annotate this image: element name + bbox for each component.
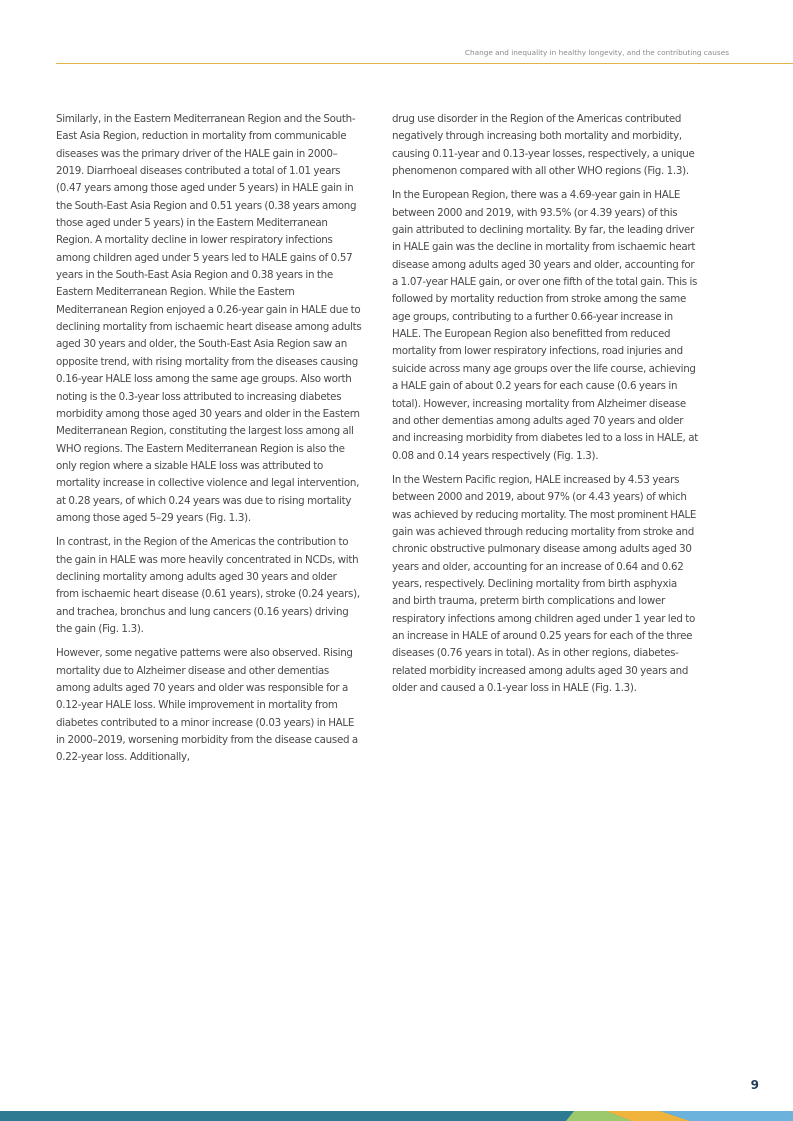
paragraph: Similarly, in the Eastern Mediterranean Region and the South-East Asia Region, reduction in mortality from communicable diseases was the primary driver of the HALE gain in 2000–2019. Diarrhoeal diseases contributed a total of 1.01 years (0.47 years among those aged under 5 years) in HALE gain in the South-East Asia Region and 0.51 years (0.38 years among those aged under 5 years) in the Eastern Mediterranean Region. A mortality decline in lower respiratory infections among children aged under 5 years led to HALE gains of 0.57 years in the South-East Asia Region and 0.38 years in the Eastern Mediterranean Region. While the Eastern Mediterranean Region enjoyed a 0.26-year gain in HALE due to declining mortality from ischaemic heart disease among adults aged 30 years and older, the South-East Asia Region saw an opposite trend, with rising mortality from the diseases causing 0.16-year HALE loss among the same age groups. Also worth noting is the 0.3-year loss attributed to increasing diabetes morbidity among those aged 30 years and older in the Eastern Mediterranean Region, constituting the largest loss among all WHO regions. The Eastern Mediterranean Region is also the only region where a sizable HALE loss was attributed to mortality increase in collective violence and legal intervention, at 0.28 years, of which 0.24 years was due to rising mortality among those aged 5–29 years (Fig. 1.3). xyxy=(56,113,362,524)
page-number: 9 xyxy=(750,1078,759,1092)
right-column xyxy=(392,111,698,704)
left-column xyxy=(56,111,362,774)
paragraph: drug use disorder in the Region of the Americas contributed negatively through increasing both mortality and morbidity, causing 0.11-year and 0.13-year losses, respectively, a unique phenomenon compared with all other WHO regions (Fig. 1.3). xyxy=(392,113,695,178)
paragraph: In contrast, in the Region of the Americas the contribution to the gain in HALE was more heavily concentrated in NCDs, with declining mortality among adults aged 30 years and older from ischaemic heart disease (0.61 years), stroke (0.24 years), and trachea, bronchus and lung cancers (0.16 years) driving the gain (Fig. 1.3). xyxy=(56,536,360,635)
paragraph: In the Western Pacific region, HALE increased by 4.53 years between 2000 and 2019, about 97% (or 4.43 years) of which was achieved by reducing mortality. The most prominent HALE gain was achieved through reducing mortality from stroke and chronic obstructive pulmonary disease among adults aged 30 years and older, accounting for an increase of 0.64 and 0.62 years, respectively. Declining mortality from birth asphyxia and birth trauma, preterm birth complications and lower respiratory infections among children aged under 1 year led to an increase in HALE of around 0.25 years for each of the three diseases (0.76 years in total). As in other regions, diabetes-related morbidity increased among adults aged 30 years and older and caused a 0.1-year loss in HALE (Fig. 1.3). xyxy=(392,473,697,694)
running-header: Change and inequality in healthy longevity, and the contributing causes xyxy=(464,48,729,57)
header-divider xyxy=(56,63,793,64)
paragraph: In the European Region, there was a 4.69-year gain in HALE between 2000 and 2019, with 93.5% (or 4.39 years) of this gain attributed to declining mortality. By far, the leading driver in HALE gain was the decline in mortality from ischaemic heart disease among adults aged 30 years and older, accounting for a 1.07-year HALE gain, or over one fifth of the total gain. This is followed by mortality reduction from stroke among the same age groups, contributing to a further 0.66-year increase in HALE. The European Region also benefitted from reduced mortality from lower respiratory infections, road injuries and suicide across many age groups over the life course, achieving a HALE gain of about 0.2 years for each cause (0.6 years in total). However, increasing mortality from Alzheimer disease and other dementias among adults aged 70 years and older and increasing morbidity from diabetes led to a loss in HALE, at 0.08 and 0.14 years respectively (Fig. 1.3). xyxy=(392,189,698,462)
footer-color-bands xyxy=(0,1111,793,1121)
paragraph: However, some negative patterns were also observed. Rising mortality due to Alzheimer disease and other dementias among adults aged 70 years and older was responsible for a 0.12-year HALE loss. While improvement in mortality from diabetes contributed to a minor increase (0.03 years) in HALE in 2000–2019, worsening morbidity from the disease caused a 0.22-year loss. Additionally, xyxy=(56,647,358,764)
footer-color-bar xyxy=(0,1111,793,1121)
